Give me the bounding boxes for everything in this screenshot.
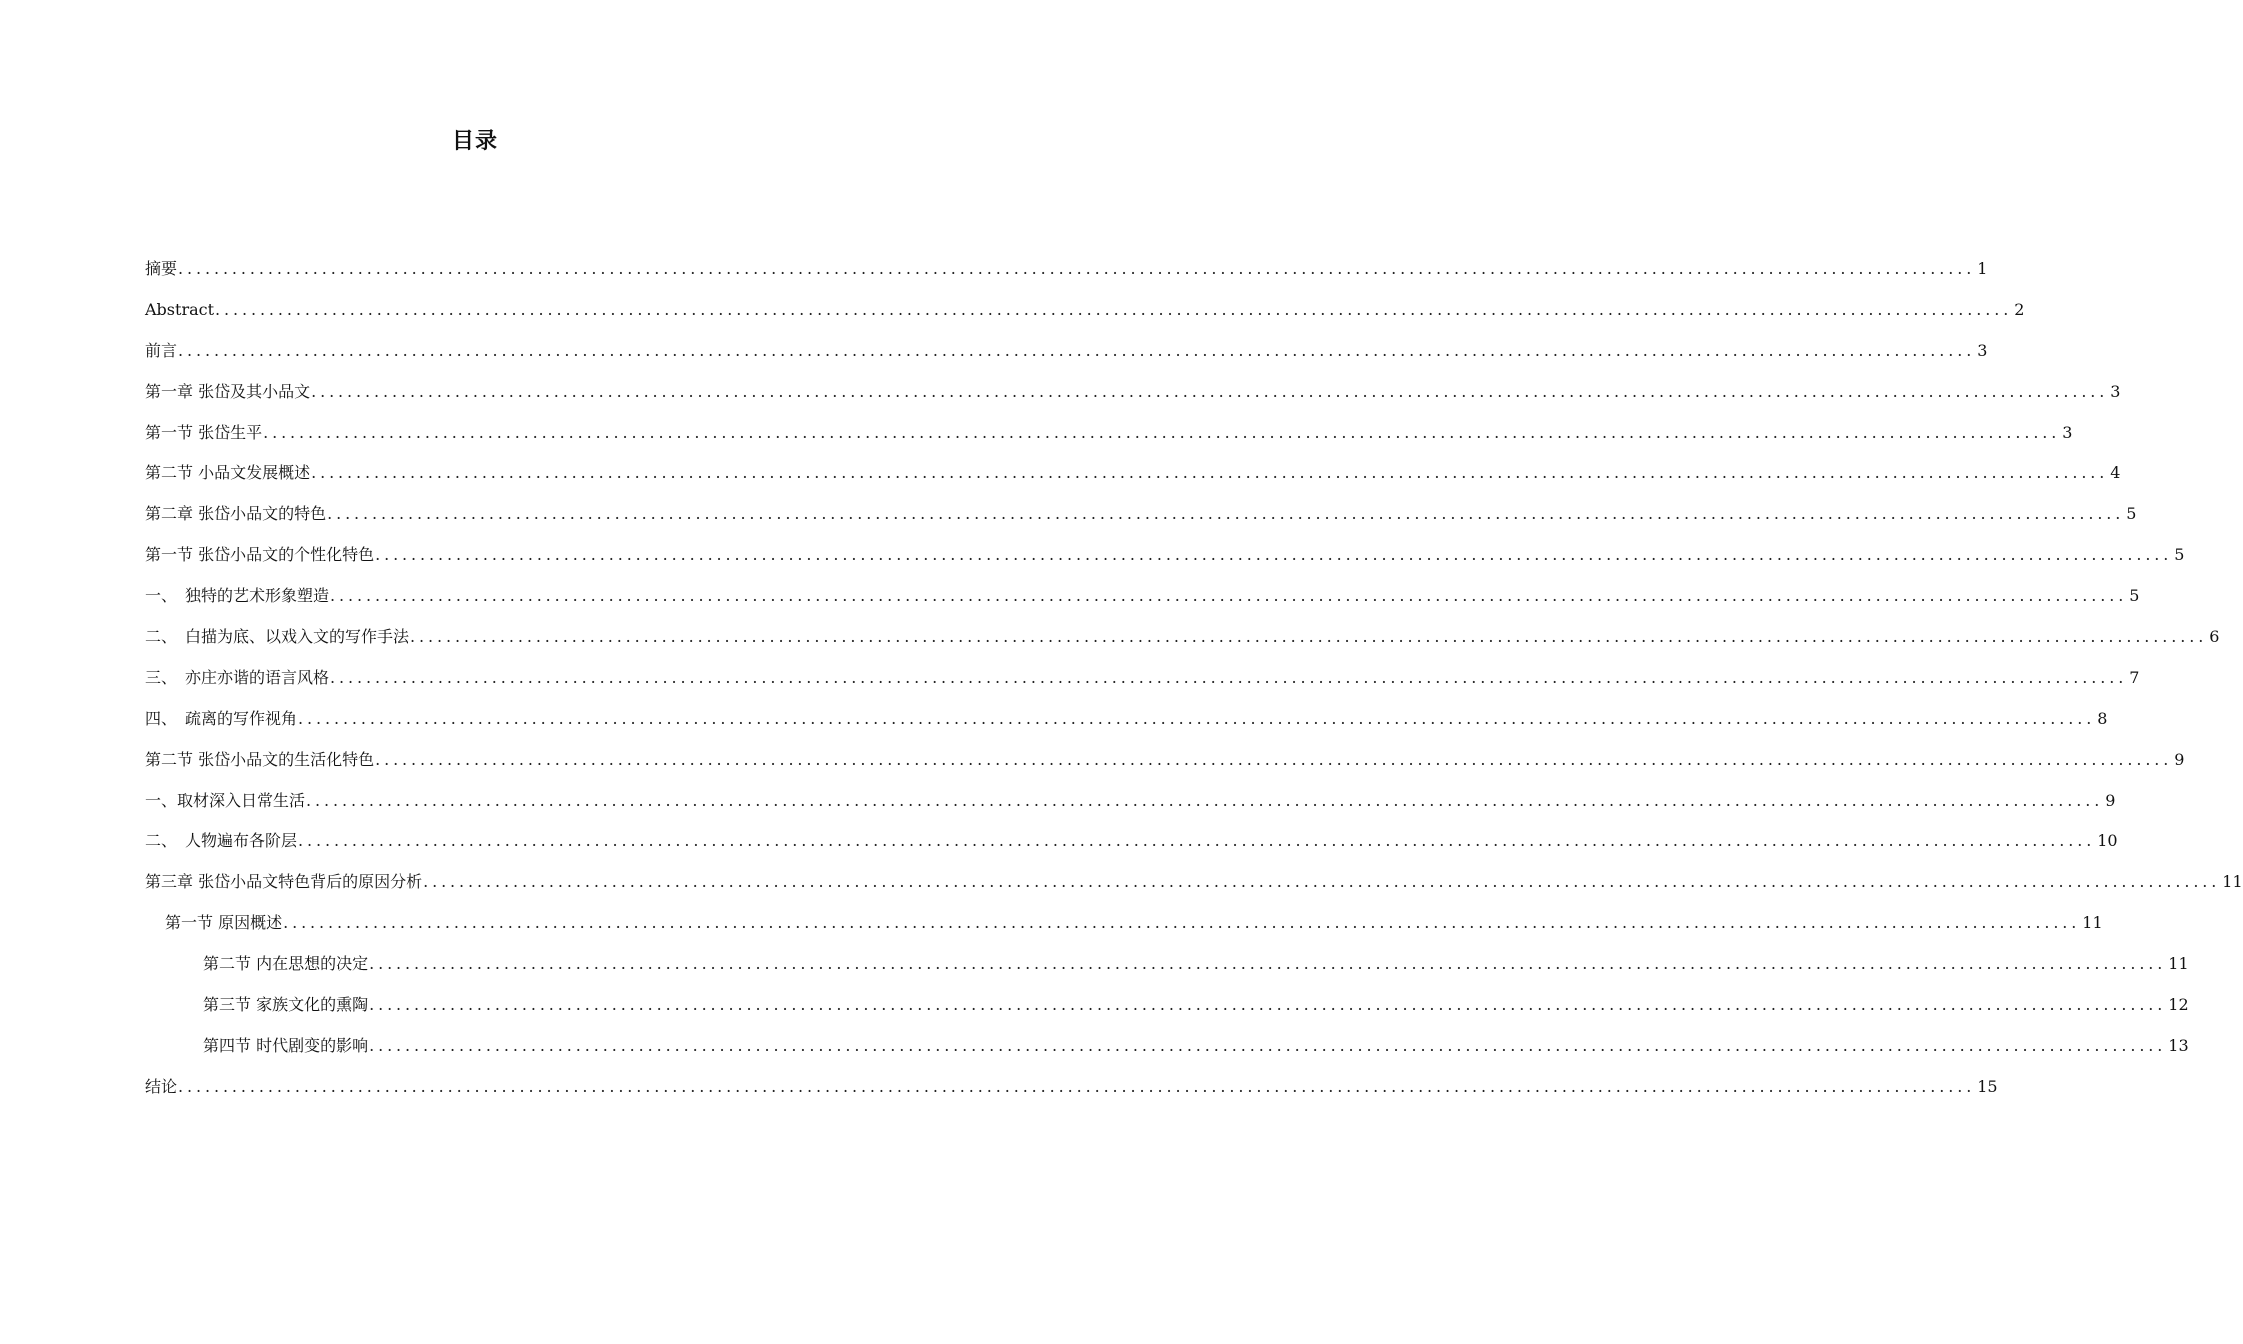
toc-entry[interactable] [145, 664, 2140, 705]
toc-entry-page-number: 11 [2222, 872, 2243, 892]
toc-entry[interactable] [145, 419, 2073, 460]
toc-leader-dots: ........................................................................................................................................................................................................ [283, 913, 2081, 933]
toc-entry-page-number: 7 [2129, 667, 2140, 687]
toc-entry[interactable] [145, 991, 2189, 1032]
toc-entry[interactable] [145, 705, 2108, 746]
toc-leader-dots: ........................................................................................................................................................................................................ [330, 586, 2128, 606]
toc-leader-dots: ........................................................................................................................................................................................................ [369, 995, 2167, 1015]
toc-entry-label: 前言 [145, 340, 178, 360]
toc-entry-page-number: 13 [2168, 1035, 2189, 1055]
toc-entry-label: 第一节 张岱小品文的个性化特色 [145, 545, 375, 565]
toc-entry[interactable] [145, 378, 2121, 419]
toc-entry-page-number: 9 [2105, 790, 2116, 810]
toc-entry-page-number: 10 [2097, 831, 2118, 851]
toc-leader-dots: ........................................................................................................................................................................................................ [327, 504, 2125, 524]
toc-entry[interactable] [145, 255, 1988, 296]
toc-entry-label: 第三章 张岱小品文特色背后的原因分析 [145, 872, 423, 892]
toc-entry-label: 第二节 张岱小品文的生活化特色 [145, 749, 375, 769]
toc-entry[interactable] [145, 787, 2116, 828]
toc-entry-page-number: 3 [2110, 381, 2121, 401]
toc-leader-dots: ........................................................................................................................................................................................................ [311, 381, 2109, 401]
toc-entry[interactable] [145, 909, 2103, 950]
toc-leader-dots: ........................................................................................................................................................................................................ [306, 790, 2104, 810]
toc-leader-dots: ........................................................................................................................................................................................................ [298, 831, 2096, 851]
toc-entry-label: 第一章 张岱及其小品文 [145, 381, 311, 401]
toc-leader-dots: ........................................................................................................................................................................................................ [311, 463, 2109, 483]
toc-entry[interactable] [145, 746, 2185, 787]
toc-leader-dots: ........................................................................................................................................................................................................ [330, 667, 2128, 687]
toc-leader-dots: ........................................................................................................................................................................................................ [369, 954, 2167, 974]
toc-list [145, 255, 2243, 1114]
toc-entry-label: 二、 白描为底、以戏入文的写作手法 [145, 627, 410, 647]
toc-entry-label: 第二章 张岱小品文的特色 [145, 504, 327, 524]
toc-entry-label: Abstract [145, 299, 215, 319]
toc-entry[interactable] [145, 950, 2189, 991]
toc-leader-dots: ........................................................................................................................................................................................................ [410, 627, 2208, 647]
toc-entry[interactable] [145, 1032, 2189, 1073]
toc-entry-label: 第四节 时代剧变的影响 [203, 1035, 369, 1055]
toc-entry-page-number: 5 [2129, 586, 2140, 606]
toc-entry-label: 第二节 小品文发展概述 [145, 463, 311, 483]
toc-entry-page-number: 11 [2082, 913, 2103, 933]
toc-leader-dots: ........................................................................................................................................................................................................ [375, 545, 2173, 565]
toc-entry[interactable] [145, 868, 2243, 909]
toc-entry[interactable] [145, 1073, 1998, 1114]
toc-entry[interactable] [145, 827, 2118, 868]
toc-entry-page-number: 6 [2209, 627, 2220, 647]
toc-entry-label: 一、 独特的艺术形象塑造 [145, 586, 330, 606]
toc-entry-label: 第一节 张岱生平 [145, 422, 263, 442]
toc-entry-page-number: 2 [2014, 299, 2025, 319]
toc-entry-page-number: 12 [2168, 995, 2189, 1015]
toc-leader-dots: ........................................................................................................................................................................................................ [215, 299, 2013, 319]
toc-entry-label: 四、 疏离的写作视角 [145, 708, 298, 728]
toc-entry-label: 第一节 原因概述 [165, 913, 283, 933]
toc-entry[interactable] [145, 541, 2185, 582]
toc-entry-label: 第三节 家族文化的熏陶 [203, 995, 369, 1015]
toc-entry-page-number: 8 [2097, 708, 2108, 728]
toc-entry-label: 二、 人物遍布各阶层 [145, 831, 298, 851]
toc-leader-dots: ........................................................................................................................................................................................................ [178, 259, 1976, 278]
toc-entry-page-number: 9 [2174, 749, 2185, 769]
toc-leader-dots: ........................................................................................................................................................................................................ [369, 1035, 2167, 1055]
toc-entry-label: 结论 [145, 1076, 178, 1096]
toc-entry[interactable] [145, 296, 2025, 337]
toc-entry-label: 第二节 内在思想的决定 [203, 954, 369, 974]
toc-entry-label: 摘要 [145, 259, 178, 278]
toc-entry-label: 三、 亦庄亦谐的语言风格 [145, 667, 330, 687]
toc-entry-label: 一、取材深入日常生活 [145, 790, 306, 810]
toc-leader-dots: ........................................................................................................................................................................................................ [178, 1076, 1976, 1096]
toc-entry-page-number: 11 [2168, 954, 2189, 974]
toc-entry-page-number: 1 [1977, 259, 1988, 278]
toc-entry-page-number: 5 [2126, 504, 2137, 524]
toc-entry[interactable] [145, 459, 2121, 500]
toc-leader-dots: ........................................................................................................................................................................................................ [263, 422, 2061, 442]
toc-leader-dots: ........................................................................................................................................................................................................ [178, 340, 1976, 360]
toc-leader-dots: ........................................................................................................................................................................................................ [423, 872, 2221, 892]
toc-entry-page-number: 3 [1977, 340, 1988, 360]
toc-entry-page-number: 4 [2110, 463, 2121, 483]
page-title: 目录 [451, 129, 498, 154]
toc-leader-dots: ........................................................................................................................................................................................................ [298, 708, 2096, 728]
toc-leader-dots: ........................................................................................................................................................................................................ [375, 749, 2173, 769]
toc-entry[interactable] [145, 337, 1988, 378]
toc-entry-page-number: 15 [1977, 1076, 1998, 1096]
toc-entry[interactable] [145, 623, 2220, 664]
toc-entry-page-number: 5 [2174, 545, 2185, 565]
toc-entry[interactable] [145, 582, 2140, 623]
toc-entry[interactable] [145, 500, 2137, 541]
toc-entry-page-number: 3 [2062, 422, 2073, 442]
